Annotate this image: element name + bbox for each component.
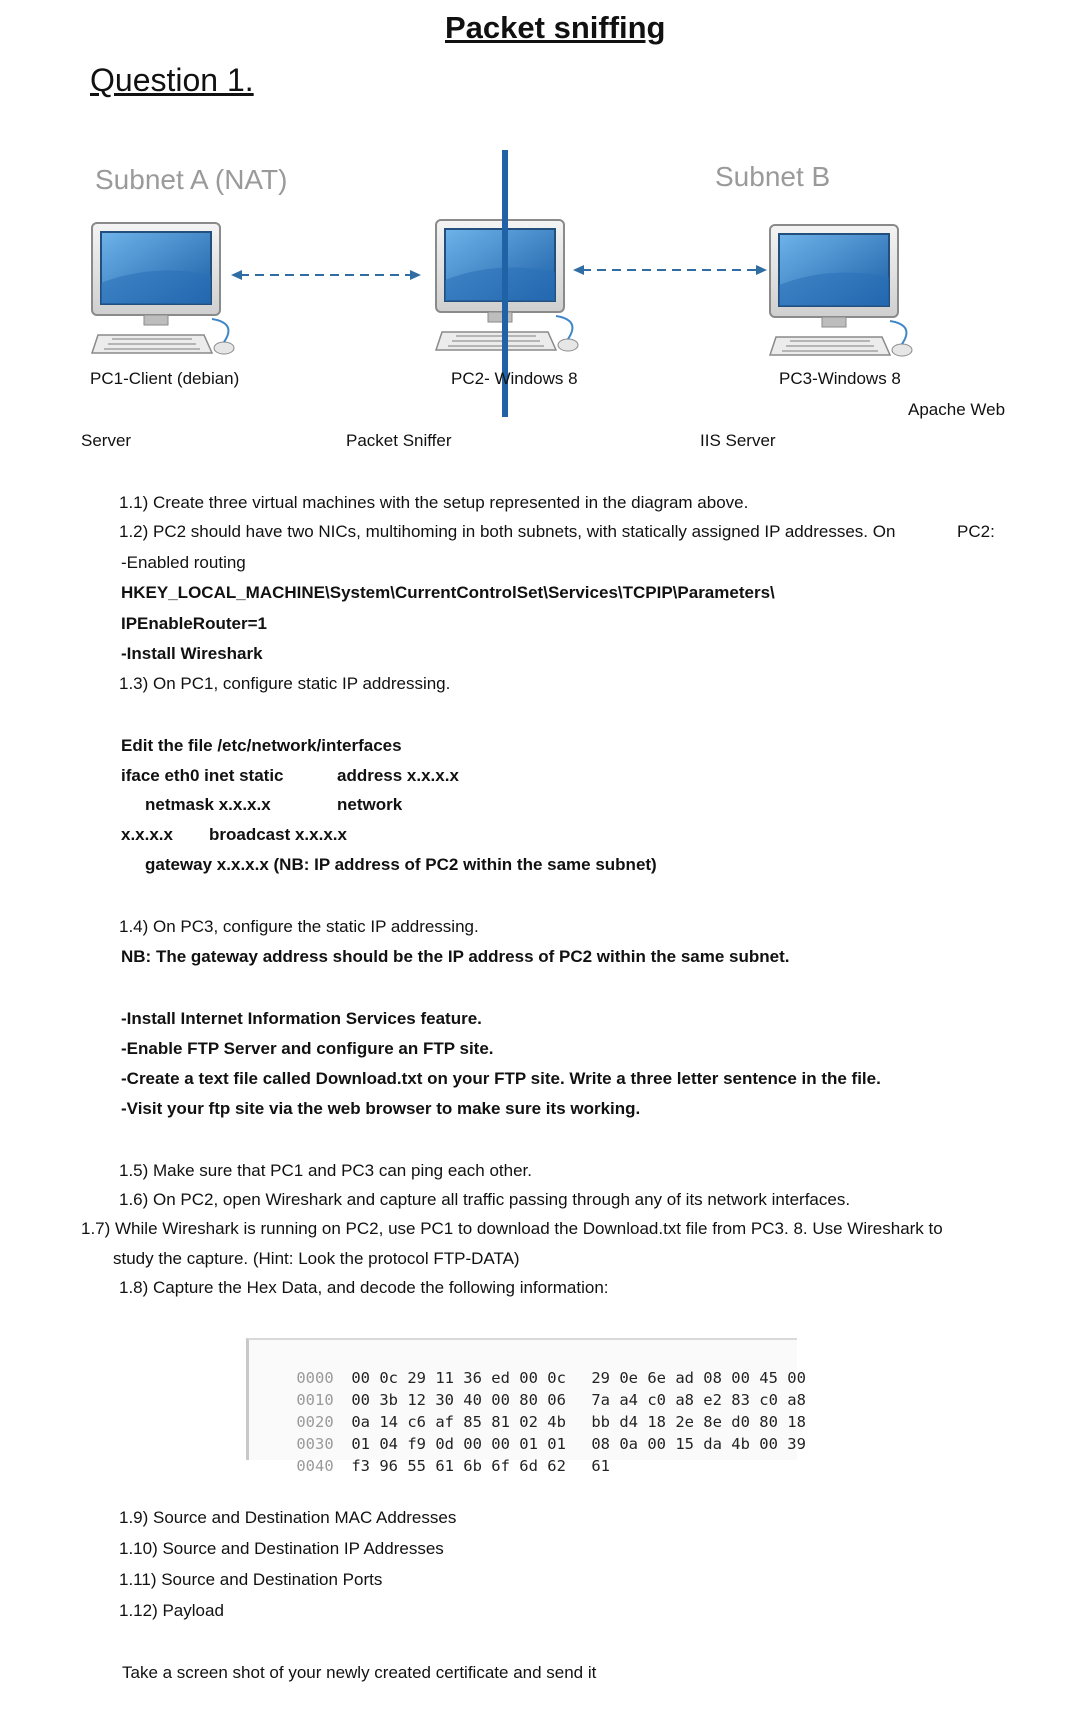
link-pc1-pc2: [231, 270, 421, 280]
subnet-a-label: Subnet A (NAT): [95, 164, 288, 195]
hex-offset: 0040: [296, 1457, 334, 1475]
hex-bytes: 29 0e 6e ad 08 00 45 00: [591, 1369, 806, 1387]
netmask-line: netmask x.x.x.x: [145, 795, 271, 814]
step-1-7-continued: study the capture. (Hint: Look the protocol FTP-DATA): [113, 1249, 520, 1268]
hex-bytes: 00 0c 29 11 36 ed 00 0c: [351, 1369, 566, 1387]
step-1-2: 1.2) PC2 should have two NICs, multihoming in both subnets, with statically assigned IP addresses. On: [119, 522, 896, 541]
install-iis: -Install Internet Information Services feature.: [121, 1009, 482, 1028]
hex-bytes: 0a 14 c6 af 85 81 02 4b: [351, 1413, 566, 1431]
install-wireshark: -Install Wireshark: [121, 644, 263, 663]
hex-bytes: bb d4 18 2e 8e d0 80 18: [591, 1413, 806, 1431]
step-1-7: 1.7) While Wireshark is running on PC2, use PC1 to download the Download.txt file from PC3. 8. Use Wireshark to: [81, 1219, 943, 1238]
hex-offset: 0020: [296, 1413, 334, 1431]
enabled-routing: -Enabled routing: [121, 553, 246, 572]
hex-dump: [246, 1338, 806, 1475]
gateway-line: gateway x.x.x.x (NB: IP address of PC2 within the same subnet): [145, 855, 657, 874]
step-1-8: 1.8) Capture the Hex Data, and decode the following information:: [119, 1278, 609, 1297]
hex-offset: 0010: [296, 1391, 334, 1409]
hex-bytes: 01 04 f9 0d 00 00 01 01: [351, 1435, 566, 1453]
pc1-computer-icon: [92, 223, 234, 354]
question-1-9: 1.9) Source and Destination MAC Addresses: [119, 1508, 457, 1527]
iface-line: iface eth0 inet static: [121, 766, 284, 785]
pc3-label: PC3-Windows 8: [779, 369, 901, 388]
step-1-6: 1.6) On PC2, open Wireshark and capture all traffic passing through any of its network interfaces.: [119, 1190, 851, 1209]
question-heading: Question 1.: [90, 62, 254, 98]
link-pc2-pc3: [573, 265, 767, 275]
question-1-12: 1.12) Payload: [119, 1601, 224, 1620]
pc3-computer-icon: [770, 225, 912, 356]
hex-bytes: f3 96 55 61 6b 6f 6d 62: [351, 1457, 566, 1475]
footer-note: Take a screen shot of your newly created certificate and send it: [122, 1663, 597, 1682]
network-line: network: [337, 795, 403, 814]
hex-offset: 0030: [296, 1435, 334, 1453]
registry-value: IPEnableRouter=1: [121, 614, 267, 633]
iis-server-label: IIS Server: [700, 431, 776, 450]
step-1-5: 1.5) Make sure that PC1 and PC3 can ping each other.: [119, 1161, 532, 1180]
registry-path: HKEY_LOCAL_MACHINE\System\CurrentControlSet\Services\TCPIP\Parameters\: [121, 583, 775, 602]
hex-offset: 0000: [296, 1369, 334, 1387]
visit-ftp: -Visit your ftp site via the web browser to make sure its working.: [121, 1099, 641, 1118]
step-1-3: 1.3) On PC1, configure static IP addressing.: [119, 674, 451, 693]
server-label: Server: [81, 431, 132, 450]
address-line: address x.x.x.x: [337, 766, 459, 785]
question-1-10: 1.10) Source and Destination IP Addresses: [119, 1539, 444, 1558]
packet-sniffer-label: Packet Sniffer: [346, 431, 452, 450]
broadcast-line: broadcast x.x.x.x: [209, 825, 347, 844]
page-title: Packet sniffing: [445, 10, 666, 45]
pc1-label: PC1-Client (debian): [90, 369, 240, 388]
hex-bytes: 61: [591, 1457, 610, 1475]
nb-gateway: NB: The gateway address should be the IP address of PC2 within the same subnet.: [121, 947, 790, 966]
enable-ftp: -Enable FTP Server and configure an FTP site.: [121, 1039, 494, 1058]
hex-row: [259, 1389, 806, 1431]
question-1-11: 1.11) Source and Destination Ports: [119, 1570, 383, 1589]
hex-row: [259, 1367, 806, 1409]
network-value: x.x.x.x: [121, 825, 173, 844]
edit-file: Edit the file /etc/network/interfaces: [121, 736, 402, 755]
hex-row: [259, 1411, 806, 1453]
create-file: -Create a text file called Download.txt on your FTP site. Write a three letter sentence in the file.: [121, 1069, 881, 1088]
apache-label: Apache Web: [908, 400, 1006, 419]
hex-bytes: 08 0a 00 15 da 4b 00 39: [591, 1435, 806, 1453]
step-1-2-pc2: PC2:: [957, 522, 995, 541]
hex-row: [259, 1345, 806, 1387]
step-1-4: 1.4) On PC3, configure the static IP addressing.: [119, 917, 479, 936]
hex-bytes: 7a a4 c0 a8 e2 83 c0 a8: [591, 1391, 806, 1409]
hex-row: [259, 1433, 610, 1475]
step-1-1: 1.1) Create three virtual machines with the setup represented in the diagram above.: [119, 493, 749, 512]
hex-bytes: 00 3b 12 30 40 00 80 06: [351, 1391, 566, 1409]
pc2-label: PC2- Windows 8: [451, 369, 578, 388]
subnet-b-label: Subnet B: [715, 161, 831, 192]
